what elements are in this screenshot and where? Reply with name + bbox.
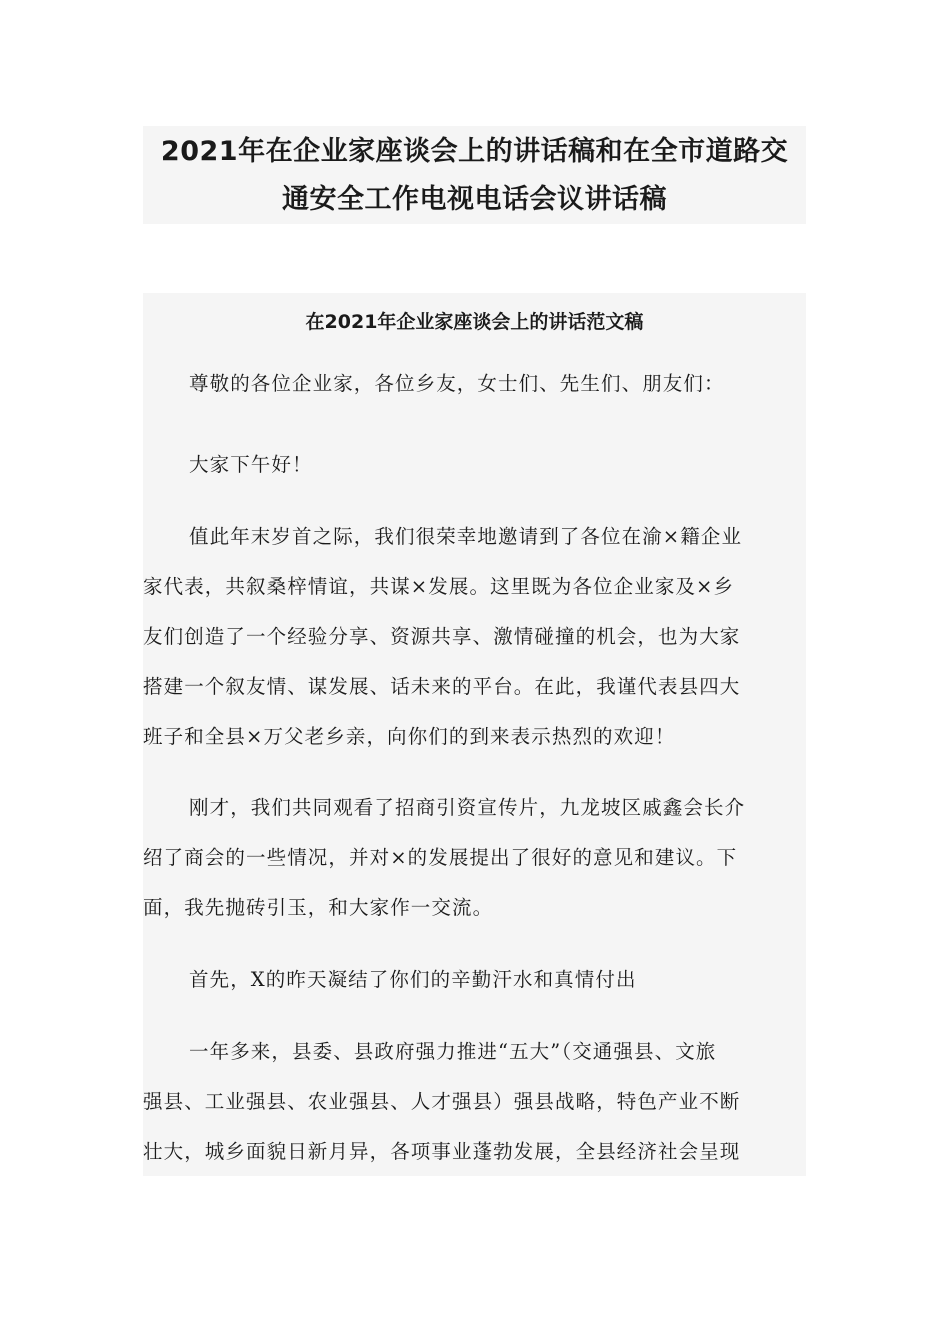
document-body (143, 293, 806, 1176)
paragraph-line: 一年多来，县委、县政府强力推进“五大”（交通强县、文旅 (189, 1040, 717, 1063)
paragraph-line: 刚才，我们共同观看了招商引资宣传片，九龙坡区戚鑫会长介 (189, 796, 746, 819)
paragraph-line: 友们创造了一个经验分享、资源共享、激情碰撞的机会，也为大家 (143, 625, 741, 648)
document-title-block (143, 126, 806, 224)
paragraph-line: 尊敬的各位企业家，各位乡友，女士们、先生们、朋友们： (189, 372, 725, 395)
paragraph-line: 值此年末岁首之际，我们很荣幸地邀请到了各位在渝×籍企业 (189, 525, 743, 548)
paragraph-line: 面，我先抛砖引玉，和大家作一交流。 (143, 896, 494, 919)
document-title-line-2: 通安全工作电视电话会议讲话稿 (282, 184, 667, 215)
document-title-line-1: 2021年在企业家座谈会上的讲话稿和在全市道路交 (160, 136, 789, 167)
paragraph-line: 家代表，共叙桑梓情谊，共谋×发展。这里既为各位企业家及×乡 (143, 575, 735, 598)
paragraph-line: 强县、工业强县、农业强县、人才强县）强县战略，特色产业不断 (143, 1090, 741, 1113)
section-subtitle: 在2021年企业家座谈会上的讲话范文稿 (305, 311, 644, 333)
paragraph-line: 大家下午好！ (189, 453, 313, 476)
paragraph-line: 壮大，城乡面貌日新月异，各项事业蓬勃发展，全县经济社会呈现 (143, 1140, 741, 1163)
paragraph-line: 班子和全县×万父老乡亲，向你们的到来表示热烈的欢迎！ (143, 725, 676, 748)
paragraph-line: 首先，X的昨天凝结了你们的辛勤汗水和真情付出 (189, 968, 637, 991)
paragraph-line: 绍了商会的一些情况，并对×的发展提出了很好的意见和建议。下 (143, 846, 738, 869)
paragraph-line: 搭建一个叙友情、谋发展、话未来的平台。在此，我谨代表县四大 (143, 675, 741, 698)
